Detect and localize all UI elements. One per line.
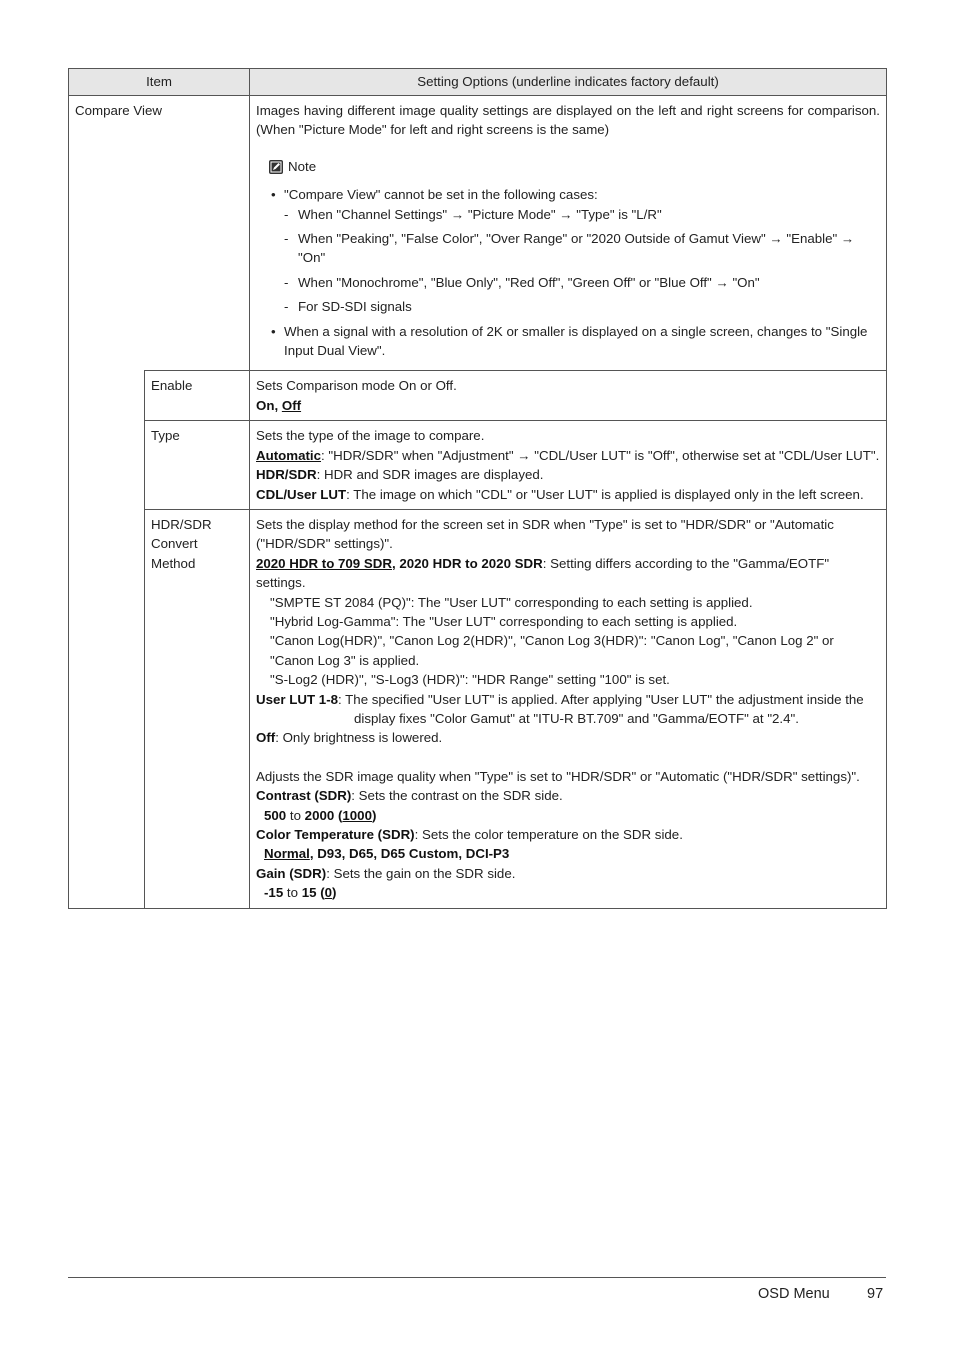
option-2020: , 2020 HDR to 2020 SDR	[391, 555, 543, 571]
user-lut-term: User LUT 1-8	[256, 691, 339, 707]
options-hdr-sdr-convert	[250, 509, 887, 908]
type-option-hdr-sdr	[256, 465, 880, 484]
item-enable: Enable	[145, 371, 250, 421]
convert-description: Sets the display method for the screen set in SDR when "Type" is set to "HDR/SDR" or "Automatic ("HDR/SDR" settings)".	[256, 516, 834, 552]
item-compare-view: Compare View	[69, 96, 250, 371]
gamma-line-slog: "S-Log2 (HDR)", "S-Log3 (HDR)": "HDR Range" setting "100" is set.	[270, 672, 670, 688]
options-enable	[250, 371, 887, 421]
gain-max: 15	[301, 885, 317, 901]
options-compare-view	[250, 96, 887, 371]
case-item: - When "Peaking", "False Color", "Over Range" or "2020 Outside of Gamut View" → "Enable" → "On"	[298, 229, 880, 268]
gain-setting	[256, 864, 880, 883]
contrast-min: 500	[264, 807, 287, 823]
note-bullet-1: • "Compare View" cannot be set in the following cases:	[284, 187, 598, 203]
contrast-term: Contrast (SDR)	[256, 788, 352, 804]
case-item: - When "Monochrome", "Blue Only", "Red Off", "Green Off" or "Blue Off" → "On"	[298, 273, 880, 292]
option-separator: ,	[274, 397, 282, 413]
table-row-compare-view	[69, 96, 887, 371]
option-on: On	[256, 397, 275, 413]
table-row-hdr-sdr-convert	[69, 509, 887, 908]
color-temperature-options	[256, 844, 880, 863]
option-off	[256, 728, 880, 747]
compare-view-description: Images having different image quality settings are displayed on the left and right screens for comparison. (When "Picture Mode" for left and right screens is the same)	[256, 103, 880, 138]
automatic-term: Automatic	[256, 447, 322, 463]
range-to: to	[283, 885, 302, 901]
note-heading	[256, 157, 880, 176]
contrast-text: : Sets the contrast on the SDR side.	[351, 788, 563, 804]
hdr-sdr-term: HDR/SDR	[256, 467, 317, 483]
footer-section-title: OSD Menu	[758, 1286, 830, 1302]
item-hdr-sdr-convert-method	[145, 509, 250, 908]
contrast-range: 500 to 2000 (1000)	[264, 807, 377, 823]
header-setting-options: Setting Options (underline indicates factory default)	[250, 69, 887, 96]
convert-options-text: : Setting differs according to the "Gamma/EOTF" settings.	[256, 555, 830, 591]
gamma-line-canon: "Canon Log(HDR)", "Canon Log 2(HDR)", "Canon Log 3(HDR)": "Canon Log", "Canon Log 2" or "Canon Log 3" is applied.	[270, 633, 834, 668]
cdl-term: CDL/User LUT	[256, 486, 347, 502]
option-user-lut	[256, 690, 880, 729]
pencil-note-icon	[269, 160, 283, 174]
table-header-row	[69, 69, 887, 96]
header-item: Item	[69, 69, 250, 96]
type-option-automatic	[256, 446, 880, 465]
type-description: Sets the type of the image to compare.	[256, 428, 485, 444]
list-item	[284, 185, 880, 316]
type-option-cdl	[256, 485, 880, 504]
list-item	[284, 322, 880, 361]
off-term: Off	[256, 730, 276, 746]
gain-default: 0	[324, 885, 333, 901]
convert-options	[256, 554, 880, 593]
color-temperature-default: Normal	[264, 846, 310, 862]
gain-range: -15 to 15 (0)	[264, 885, 337, 901]
color-temperature-others: , D93, D65, D65 Custom, DCI-P3	[309, 846, 510, 862]
item-spacer-cell	[69, 371, 145, 908]
case-list	[284, 205, 880, 317]
note-bullet-2: • When a signal with a resolution of 2K or smaller is displayed on a single screen, changes to "Single Input Dual View".	[284, 323, 868, 359]
item-label-line: HDR/SDR	[151, 516, 212, 532]
table-row-enable	[69, 371, 887, 421]
automatic-text: : "HDR/SDR" when "Adjustment" → "CDL/User LUT" is "Off", otherwise set at "CDL/User LUT".	[321, 447, 880, 463]
options-type	[250, 421, 887, 510]
user-lut-text: : The specified "User LUT" is applied. After applying "User LUT" the adjustment inside the display fixes "Color Gamut" at "ITU-R BT.709" and "Gamma/EOTF" at "2.4".	[338, 691, 864, 726]
adjust-description: Adjusts the SDR image quality when "Type" is set to "HDR/SDR" or "Automatic ("HDR/SDR" settings)".	[256, 768, 860, 784]
range-to: to	[286, 807, 305, 823]
color-temperature-text: : Sets the color temperature on the SDR side.	[414, 827, 683, 842]
color-temperature-setting	[256, 825, 880, 844]
contrast-default: 1000	[342, 807, 372, 823]
table-row-type	[69, 421, 887, 510]
gamma-line-hlg: "Hybrid Log-Gamma": The "User LUT" corresponding to each setting is applied.	[270, 613, 738, 629]
enable-options	[256, 396, 880, 415]
hdr-sdr-text: : HDR and SDR images are displayed.	[316, 467, 544, 483]
off-text: : Only brightness is lowered.	[275, 730, 443, 746]
footer-divider	[68, 1277, 886, 1278]
contrast-max: 2000	[304, 807, 335, 823]
option-off-default: Off	[281, 397, 302, 413]
option-709-default: 2020 HDR to 709 SDR	[256, 555, 392, 571]
case-item: - When "Channel Settings" → "Picture Mode" → "Type" is "L/R"	[298, 205, 880, 224]
item-label-line: Convert	[151, 536, 198, 552]
enable-description: Sets Comparison mode On or Off.	[256, 378, 457, 394]
gain-term: Gain (SDR)	[256, 865, 327, 881]
note-list	[256, 185, 880, 360]
contrast-setting	[256, 786, 880, 805]
item-type: Type	[145, 421, 250, 510]
gain-min: -15	[264, 885, 284, 901]
gain-text: : Sets the gain on the SDR side.	[326, 865, 516, 881]
cdl-text: : The image on which "CDL" or "User LUT" is applied is displayed only in the left screen.	[346, 486, 864, 502]
item-label-line: Method	[151, 555, 196, 571]
color-temperature-term: Color Temperature (SDR)	[256, 827, 415, 842]
page-number: 97	[867, 1286, 884, 1302]
gamma-line-pq: "SMPTE ST 2084 (PQ)": The "User LUT" corresponding to each setting is applied.	[270, 594, 753, 610]
note-label: Note	[288, 158, 317, 174]
case-item: - For SD-SDI signals	[298, 297, 880, 316]
settings-table	[68, 68, 887, 909]
